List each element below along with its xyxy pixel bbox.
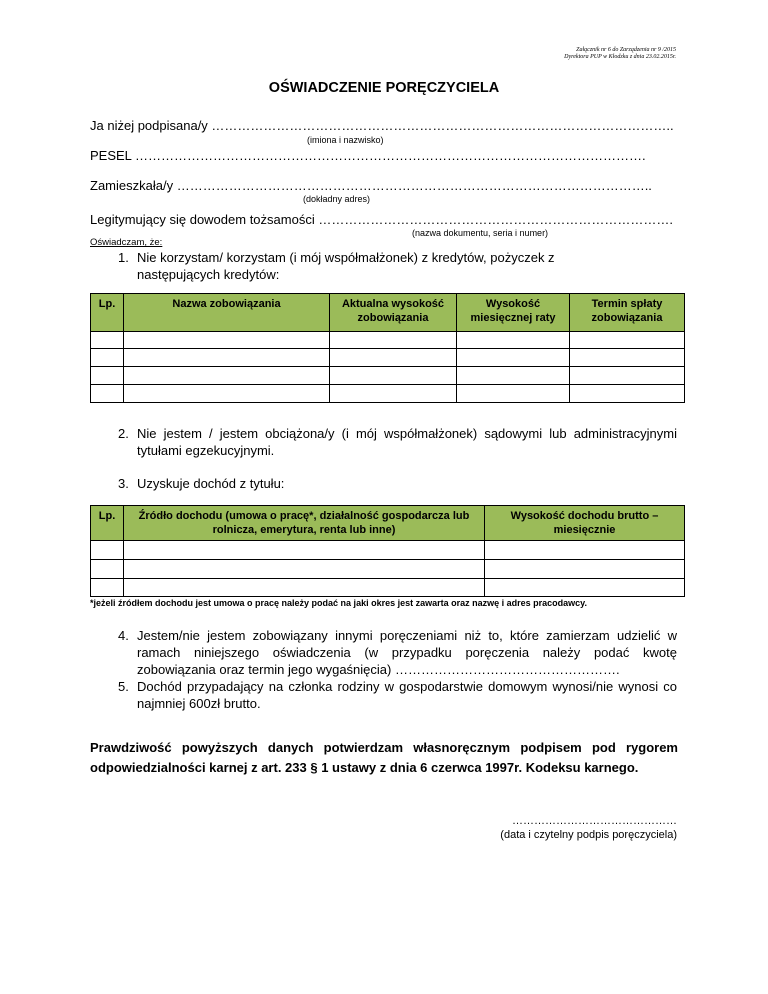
table-cell[interactable]: [124, 349, 330, 367]
table-cell[interactable]: [570, 385, 685, 403]
col-liability-name: Nazwa zobowiązania: [124, 294, 330, 332]
header-note-line2: Dyrektora PUP w Kłodzku z dnia 23.02.2015r.: [564, 54, 676, 60]
item1: [137, 249, 677, 283]
item5-number: 5.: [118, 679, 129, 694]
table-cell[interactable]: [457, 349, 570, 367]
table-cell[interactable]: [124, 367, 330, 385]
table-row: [91, 385, 685, 403]
col-monthly-installment: Wysokość miesięcznej raty: [457, 294, 570, 332]
signature-dots[interactable]: ………………………………………: [512, 815, 677, 827]
item3-number: 3.: [118, 476, 129, 491]
col-lp: Lp.: [91, 294, 124, 332]
col-current-amount: Aktualna wysokość zobowiązania: [330, 294, 457, 332]
table-cell[interactable]: [124, 385, 330, 403]
item3-text: Uzyskuje dochód z tytułu:: [137, 476, 285, 491]
col-gross-income: Wysokość dochodu brutto – miesięcznie: [485, 506, 685, 541]
item2-text: Nie jestem / jestem obciążona/y (i mój współmałżonek) sądowymi lub administracyjnymi tytułami egzekucyjnymi.: [137, 426, 677, 458]
table-cell[interactable]: [124, 560, 485, 579]
id-document-field[interactable]: Legitymujący się dowodem tożsamości ……………………………………………………………………….: [90, 212, 673, 227]
table-cell[interactable]: [457, 385, 570, 403]
table-cell[interactable]: [485, 560, 685, 579]
table-row: [91, 332, 685, 349]
col-lp: Lp.: [91, 506, 124, 541]
item1-line2: następujących kredytów:: [137, 267, 280, 282]
income-table: [90, 505, 685, 597]
col-income-source: Źródło dochodu (umowa o pracę*, działalność gospodarcza lub rolnicza, emerytura, renta lub inne): [124, 506, 485, 541]
table-row: [91, 367, 685, 385]
table-cell[interactable]: [457, 332, 570, 349]
item5-text: Dochód przypadający na członka rodziny w gospodarstwie domowym wynosi/nie wynosi co najmniej 600zł brutto.: [137, 679, 677, 711]
header-note: [376, 47, 676, 61]
liabilities-header-row: [91, 294, 685, 332]
table-row: [91, 349, 685, 367]
declare-label: Oświadczam, że:: [90, 237, 163, 248]
item1-line1: Nie korzystam/ korzystam (i mój współmałżonek) z kredytów, pożyczek z: [137, 250, 555, 265]
signature-label: (data i czytelny podpis poręczyciela): [500, 829, 677, 841]
table-cell[interactable]: [330, 367, 457, 385]
liabilities-table: [90, 293, 685, 403]
document-title: OŚWIADCZENIE PORĘCZYCIELA: [268, 80, 500, 96]
item4-number: 4.: [118, 628, 129, 643]
address-hint: (dokładny adres): [303, 194, 371, 204]
table-cell[interactable]: [124, 579, 485, 597]
table-cell[interactable]: [330, 332, 457, 349]
table-cell[interactable]: [330, 385, 457, 403]
table-cell[interactable]: [570, 349, 685, 367]
id-document-hint: (nazwa dokumentu, seria i numer): [412, 228, 549, 238]
table-cell[interactable]: [124, 541, 485, 560]
name-field[interactable]: Ja niżej podpisana/y ……………………………………………………………………………………………..: [90, 118, 674, 133]
name-hint: (imiona i nazwisko): [307, 135, 384, 145]
item2-number: 2.: [118, 426, 129, 441]
income-header-row: [91, 506, 685, 541]
item4-text: Jestem/nie jestem zobowiązany innymi poręczeniami niż to, które zamierzam udzielić w ramach niniejszego oświadczenia (w przypadku poręczenia należy podać kwotę zobowiązania oraz termin jego wygaśnięcia) …………………………………………….: [137, 628, 677, 677]
table-cell[interactable]: [91, 349, 124, 367]
table-cell[interactable]: [91, 332, 124, 349]
table-row: [91, 541, 685, 560]
closing-statement: Prawdziwość powyższych danych potwierdzam własnoręcznym podpisem pod rygorem odpowiedzialności karnej z art. 233 § 1 ustawy z dnia 6 czerwca 1997r. Kodeksu karnego.: [90, 740, 678, 775]
pesel-field[interactable]: PESEL ……………………………………………………………………………………………………….: [90, 148, 646, 163]
table-row: [91, 560, 685, 579]
table-cell[interactable]: [91, 367, 124, 385]
table-cell[interactable]: [91, 560, 124, 579]
footnote: *jeżeli źródłem dochodu jest umowa o pracę należy podać na jaki okres jest zawarta oraz nazwę i adres pracodawcy.: [90, 598, 588, 608]
table-cell[interactable]: [570, 367, 685, 385]
table-cell[interactable]: [330, 349, 457, 367]
table-cell[interactable]: [124, 332, 330, 349]
header-note-line1: Załącznik nr 6 do Zarządzenia nr 9 /2015: [576, 47, 676, 53]
address-field[interactable]: Zamieszkała/y ………………………………………………………………………………………………..: [90, 178, 652, 193]
table-cell[interactable]: [570, 332, 685, 349]
table-cell[interactable]: [91, 541, 124, 560]
table-cell[interactable]: [485, 541, 685, 560]
table-cell[interactable]: [91, 385, 124, 403]
col-repayment-date: Termin spłaty zobowiązania: [570, 294, 685, 332]
item1-number: 1.: [118, 250, 129, 265]
table-cell[interactable]: [485, 579, 685, 597]
table-row: [91, 579, 685, 597]
table-cell[interactable]: [91, 579, 124, 597]
table-cell[interactable]: [457, 367, 570, 385]
